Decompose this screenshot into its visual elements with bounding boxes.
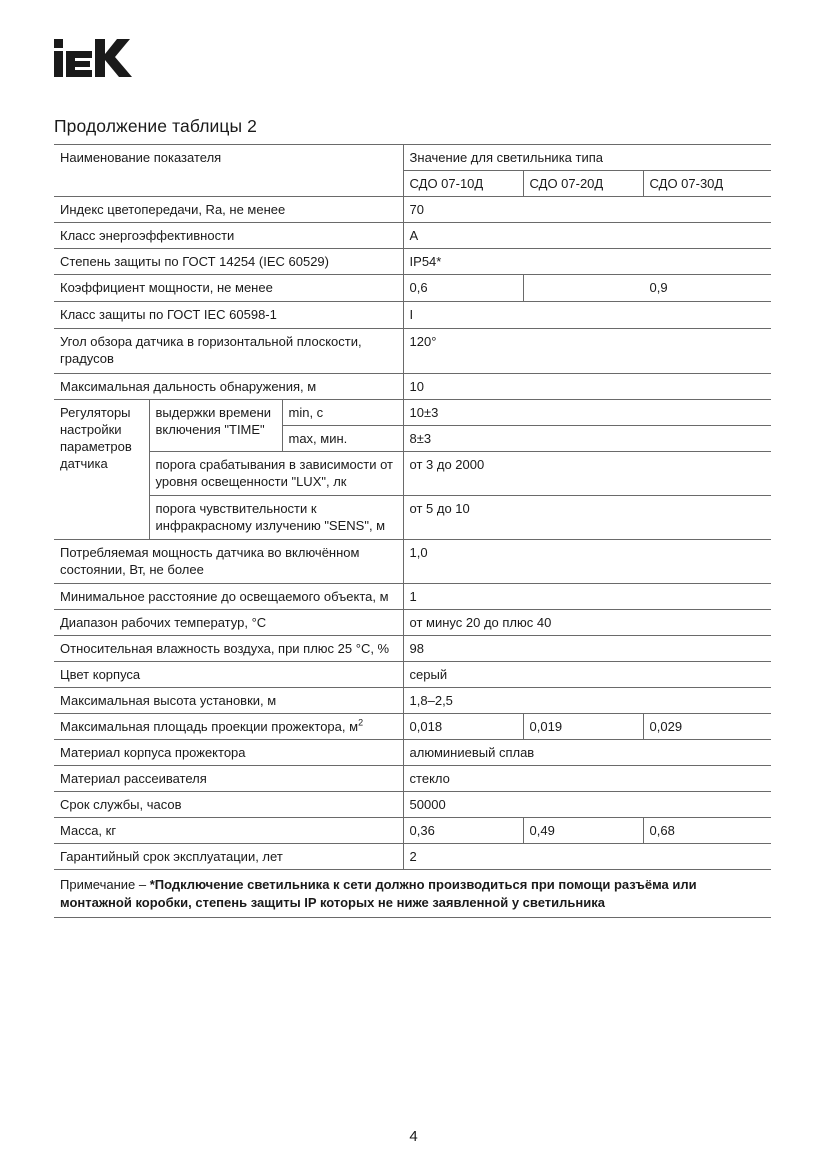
- lux-value: от 3 до 2000: [403, 452, 771, 496]
- row-value: серый: [403, 662, 771, 688]
- sens-label: порога чувствительности к инфракрасному излучению "SENS", м: [149, 496, 403, 540]
- note-prefix: Примечание –: [60, 877, 150, 892]
- specs-table: [54, 144, 771, 918]
- table-row: [54, 844, 771, 870]
- row-value: 0,019: [523, 714, 643, 740]
- time-label: выдержки времени включения "TIME": [149, 400, 282, 452]
- row-label: Материал корпуса прожектора: [54, 740, 403, 766]
- row-value: 0,36: [403, 818, 523, 844]
- table-row: [54, 374, 771, 400]
- row-label: Максимальная дальность обнаружения, м: [54, 374, 403, 400]
- row-value: 120°: [403, 329, 771, 374]
- row-label: Класс защиты по ГОСТ IEC 60598-1: [54, 302, 403, 329]
- min-label: min, с: [282, 400, 403, 426]
- table-note-row: [54, 870, 771, 918]
- row-label: Индекс цветопередачи, Ra, не менее: [54, 197, 403, 223]
- min-value: 10±3: [403, 400, 771, 426]
- row-value: 1: [403, 584, 771, 610]
- row-label: Относительная влажность воздуха, при плюс 25 °С, %: [54, 636, 403, 662]
- row-value: 50000: [403, 792, 771, 818]
- header-param: Наименование показателя: [54, 145, 403, 197]
- row-value: I: [403, 302, 771, 329]
- row-value: 0,49: [523, 818, 643, 844]
- header-value: Значение для светильника типа: [403, 145, 771, 171]
- row-label: Коэффициент мощности, не менее: [54, 275, 403, 302]
- iek-logo: [54, 39, 134, 77]
- table-row: [54, 584, 771, 610]
- table-row: [54, 766, 771, 792]
- row-value: 0,018: [403, 714, 523, 740]
- row-label: Класс энергоэффективности: [54, 223, 403, 249]
- max-label: max, мин.: [282, 426, 403, 452]
- row-label: Цвет корпуса: [54, 662, 403, 688]
- table-note: [54, 870, 771, 918]
- sens-value: от 5 до 10: [403, 496, 771, 540]
- row-label: Срок службы, часов: [54, 792, 403, 818]
- table-row: [54, 223, 771, 249]
- row-label: Степень защиты по ГОСТ 14254 (IEC 60529): [54, 249, 403, 275]
- row-value: A: [403, 223, 771, 249]
- table-row: [54, 400, 771, 426]
- table-caption: Продолжение таблицы 2: [54, 116, 257, 136]
- table-row: [54, 249, 771, 275]
- table-row: [54, 714, 771, 740]
- row-label: Потребляемая мощность датчика во включённом состоянии, Вт, не более: [54, 540, 403, 584]
- row-value: 70: [403, 197, 771, 223]
- model-1: СДО 07-10Д: [403, 171, 523, 197]
- table-row: [54, 496, 771, 540]
- row-value: 0,68: [643, 818, 771, 844]
- table-row: [54, 540, 771, 584]
- row-value: 1,0: [403, 540, 771, 584]
- model-2: СДО 07-20Д: [523, 171, 643, 197]
- table-row: [54, 818, 771, 844]
- table-row: [54, 275, 771, 302]
- table-row: [54, 302, 771, 329]
- row-label: Диапазон рабочих температур, °С: [54, 610, 403, 636]
- table-row: [54, 452, 771, 496]
- lux-label: порога срабатывания в зависимости от уровня освещенности "LUX", лк: [149, 452, 403, 496]
- table-header-row: [54, 145, 771, 171]
- regulators-label: Регуляторы настройки параметров датчика: [54, 400, 149, 540]
- model-3: СДО 07-30Д: [643, 171, 771, 197]
- table-row: [54, 688, 771, 714]
- max-value: 8±3: [403, 426, 771, 452]
- table-row: [54, 740, 771, 766]
- table-row: [54, 197, 771, 223]
- row-value: 10: [403, 374, 771, 400]
- table-row: [54, 329, 771, 374]
- row-value: алюминиевый сплав: [403, 740, 771, 766]
- row-value: от минус 20 до плюс 40: [403, 610, 771, 636]
- table-row: [54, 610, 771, 636]
- table-row: [54, 636, 771, 662]
- row-value: 0,6: [403, 275, 523, 302]
- row-value: IP54*: [403, 249, 771, 275]
- page-number: 4: [409, 1128, 418, 1145]
- row-value: 0,029: [643, 714, 771, 740]
- row-label: Гарантийный срок эксплуатации, лет: [54, 844, 403, 870]
- note-text: *Подключение светильника к сети должно производиться при помощи разъёма или монтажной коробки, степень защиты IP которых не ниже заявленной у светильника: [60, 877, 697, 910]
- row-label: Масса, кг: [54, 818, 403, 844]
- row-value: 0,9: [523, 275, 771, 302]
- row-value: 98: [403, 636, 771, 662]
- row-value: 1,8–2,5: [403, 688, 771, 714]
- row-label: Минимальное расстояние до освещаемого объекта, м: [54, 584, 403, 610]
- table-row: [54, 662, 771, 688]
- row-label: Максимальная площадь проекции прожектора, $м^2$: [54, 714, 403, 740]
- row-label: Материал рассеивателя: [54, 766, 403, 792]
- row-value: стекло: [403, 766, 771, 792]
- table-row: [54, 792, 771, 818]
- row-label: Угол обзора датчика в горизонтальной плоскости, градусов: [54, 329, 403, 374]
- row-value: 2: [403, 844, 771, 870]
- row-label: Максимальная высота установки, м: [54, 688, 403, 714]
